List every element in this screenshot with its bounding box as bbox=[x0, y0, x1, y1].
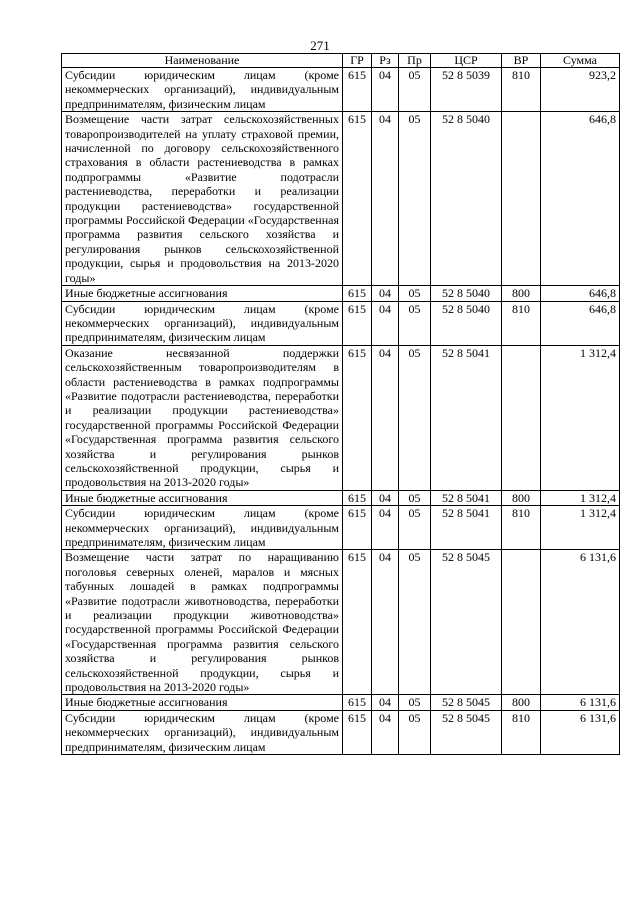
row-gr: 615 bbox=[343, 506, 372, 550]
row-name: Возмещение части затрат по наращиванию поголовья северных оленей, маралов и мясных табунных лошадей в рамках подпрограммы «Развитие подотрасли животноводства, переработки и реализации продукции животноводства» государственной программы Российской Федерации «Государственная программа развития сельского хозяйства и регулирования рынков сельскохозяйственной продукции, сырья и продовольствия на 2013-2020 годы» bbox=[62, 550, 343, 695]
row-rz: 04 bbox=[372, 695, 399, 710]
row-csr: 52 8 5040 bbox=[431, 301, 502, 345]
row-name: Субсидии юридическим лицам (кроме некоммерческих организаций), индивидуальным предпринимателям, физическим лицам bbox=[62, 506, 343, 550]
row-pr: 05 bbox=[399, 112, 431, 286]
table-row bbox=[62, 112, 620, 286]
row-pr: 05 bbox=[399, 301, 431, 345]
row-sum: 923,2 bbox=[541, 68, 620, 112]
header-vr: ВР bbox=[502, 54, 541, 68]
header-sum: Сумма bbox=[541, 54, 620, 68]
row-csr: 52 8 5045 bbox=[431, 710, 502, 754]
row-vr bbox=[502, 345, 541, 490]
row-rz: 04 bbox=[372, 710, 399, 754]
row-name: Субсидии юридическим лицам (кроме некоммерческих организаций), индивидуальным предпринимателям, физическим лицам bbox=[62, 68, 343, 112]
row-sum: 646,8 bbox=[541, 112, 620, 286]
row-rz: 04 bbox=[372, 345, 399, 490]
row-gr: 615 bbox=[343, 68, 372, 112]
row-vr: 800 bbox=[502, 695, 541, 710]
row-vr bbox=[502, 550, 541, 695]
row-rz: 04 bbox=[372, 68, 399, 112]
row-rz: 04 bbox=[372, 490, 399, 505]
budget-table bbox=[61, 53, 620, 755]
row-name: Иные бюджетные ассигнования bbox=[62, 286, 343, 301]
row-csr: 52 8 5039 bbox=[431, 68, 502, 112]
row-rz: 04 bbox=[372, 286, 399, 301]
row-csr: 52 8 5041 bbox=[431, 490, 502, 505]
row-rz: 04 bbox=[372, 550, 399, 695]
row-name: Иные бюджетные ассигнования bbox=[62, 695, 343, 710]
table-header-row bbox=[62, 54, 620, 68]
row-csr: 52 8 5040 bbox=[431, 112, 502, 286]
table-row bbox=[62, 301, 620, 345]
row-vr: 810 bbox=[502, 301, 541, 345]
row-vr bbox=[502, 112, 541, 286]
table-row bbox=[62, 68, 620, 112]
table-row bbox=[62, 695, 620, 710]
row-rz: 04 bbox=[372, 112, 399, 286]
row-name: Иные бюджетные ассигнования bbox=[62, 490, 343, 505]
row-csr: 52 8 5045 bbox=[431, 695, 502, 710]
row-vr: 810 bbox=[502, 710, 541, 754]
row-gr: 615 bbox=[343, 490, 372, 505]
table-row bbox=[62, 286, 620, 301]
table-row bbox=[62, 710, 620, 754]
page-number: 271 bbox=[310, 38, 330, 53]
row-gr: 615 bbox=[343, 345, 372, 490]
row-pr: 05 bbox=[399, 345, 431, 490]
table-row bbox=[62, 345, 620, 490]
header-gr: ГР bbox=[343, 54, 372, 68]
row-sum: 6 131,6 bbox=[541, 695, 620, 710]
row-csr: 52 8 5045 bbox=[431, 550, 502, 695]
row-sum: 1 312,4 bbox=[541, 506, 620, 550]
row-vr: 800 bbox=[502, 490, 541, 505]
row-csr: 52 8 5041 bbox=[431, 506, 502, 550]
row-sum: 1 312,4 bbox=[541, 490, 620, 505]
row-gr: 615 bbox=[343, 695, 372, 710]
row-name: Оказание несвязанной поддержки сельскохозяйственным товаропроизводителям в области растениеводства в рамках подпрограммы «Развитие подотрасли растениеводства, переработки и реализации продукции растениеводства» государственной программы Российской Федерации «Государственная программа развития сельского хозяйства и регулирования рынков сельскохозяйственной продукции, сырья и продовольствия на 2013-2020 годы» bbox=[62, 345, 343, 490]
row-pr: 05 bbox=[399, 68, 431, 112]
header-pr: Пр bbox=[399, 54, 431, 68]
row-name: Субсидии юридическим лицам (кроме некоммерческих организаций), индивидуальным предпринимателям, физическим лицам bbox=[62, 710, 343, 754]
row-name: Возмещение части затрат сельскохозяйственных товаропроизводителей на уплату страховой премии, начисленной по договору сельскохозяйственного страхования в области растениеводства в рамках подпрограммы «Развитие подотрасли растениеводства, переработки и реализации продукции растениеводства» государственной программы Российской Федерации «Государственная программа развития сельского хозяйства и регулирования рынков сельскохозяйственной продукции, сырья и продовольствия на 2013-2020 годы» bbox=[62, 112, 343, 286]
header-rz: Рз bbox=[372, 54, 399, 68]
row-vr: 800 bbox=[502, 286, 541, 301]
header-csr: ЦСР bbox=[431, 54, 502, 68]
row-csr: 52 8 5041 bbox=[431, 345, 502, 490]
table-row bbox=[62, 550, 620, 695]
row-gr: 615 bbox=[343, 550, 372, 695]
table-row bbox=[62, 490, 620, 505]
row-pr: 05 bbox=[399, 490, 431, 505]
row-gr: 615 bbox=[343, 286, 372, 301]
row-sum: 6 131,6 bbox=[541, 710, 620, 754]
row-gr: 615 bbox=[343, 301, 372, 345]
row-vr: 810 bbox=[502, 506, 541, 550]
row-csr: 52 8 5040 bbox=[431, 286, 502, 301]
header-name: Наименование bbox=[62, 54, 343, 68]
row-pr: 05 bbox=[399, 695, 431, 710]
row-sum: 6 131,6 bbox=[541, 550, 620, 695]
row-rz: 04 bbox=[372, 506, 399, 550]
row-pr: 05 bbox=[399, 550, 431, 695]
row-sum: 1 312,4 bbox=[541, 345, 620, 490]
row-vr: 810 bbox=[502, 68, 541, 112]
row-sum: 646,8 bbox=[541, 286, 620, 301]
row-sum: 646,8 bbox=[541, 301, 620, 345]
table-row bbox=[62, 506, 620, 550]
row-pr: 05 bbox=[399, 286, 431, 301]
row-gr: 615 bbox=[343, 710, 372, 754]
row-gr: 615 bbox=[343, 112, 372, 286]
row-name: Субсидии юридическим лицам (кроме некоммерческих организаций), индивидуальным предпринимателям, физическим лицам bbox=[62, 301, 343, 345]
row-pr: 05 bbox=[399, 506, 431, 550]
row-rz: 04 bbox=[372, 301, 399, 345]
row-pr: 05 bbox=[399, 710, 431, 754]
